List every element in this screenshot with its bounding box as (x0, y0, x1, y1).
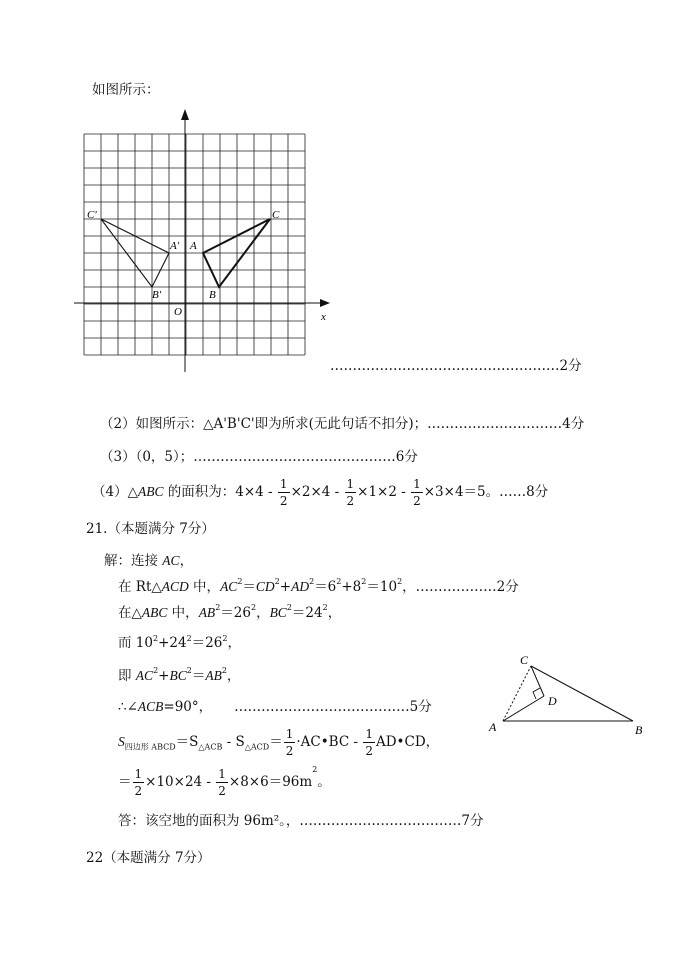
answer-line: 答：该空地的面积为 96m²。，………………………………7分 (118, 813, 484, 829)
solution-line-2: 在 Rt△ACD 中，$AC^2=CD^2+AD^2=6^2+8^2=10^2$，………………2分 (118, 577, 519, 595)
right-angle-mark (533, 688, 540, 699)
label-b1: B′ (152, 289, 162, 301)
fraction: $\frac{1}{2}$ (279, 477, 288, 508)
coordinate-grid-figure (70, 105, 340, 375)
label-o: O (174, 306, 182, 318)
label-a1: A′ (170, 240, 180, 252)
label-c: C (272, 209, 280, 221)
score-line-1: ……………………………………………2分 (330, 358, 582, 374)
segment-cd (531, 666, 544, 696)
tri-label-a: A (489, 720, 497, 734)
part3-text: （3）（0，5）；………………………………………6分 (100, 449, 418, 465)
y-axis-arrow (181, 109, 189, 120)
tri-label-b: B (635, 723, 643, 737)
label-a: A (190, 240, 197, 252)
fraction: $\frac{1}{2}$ (285, 727, 294, 758)
x-axis-arrow (320, 299, 330, 307)
solution-line-4: 而 $10^2+24^2=26^2$， (118, 634, 241, 651)
question-21-heading: 21.（本题满分 7分） (86, 521, 215, 537)
solution-line-5: 即 $AC^2+BC^2=AB^2$， (118, 666, 241, 684)
part4-line: （4）△ABC 的面积为：4×4 - $\frac{1}{2}$ ×2×4 - $\frac{1}{2}$ ×1×2 - $\frac{1}{2}$ ×3×4＝5。……8分 (92, 477, 549, 508)
question-22-heading: 22（本题满分 7分） (86, 850, 211, 866)
tri-label-d: D (548, 694, 557, 708)
solution-line-6: ∴∠ACB=90°， …………………………………5分 (118, 699, 432, 715)
label-x: x (321, 311, 326, 323)
solution-line-8: ＝ $\frac{1}{2}$ ×10×24 - $\frac{1}{2}$ $\times 8\times 6=96m^2$。 (118, 765, 331, 798)
solution-line-7: $S_{四边形 ABCD}=S_{\triangle ACB} - S_{\triangle ACD}=$ $\frac{1}{2}$ ·AC•BC - $\frac{1}{2}$ AD•CD， (118, 727, 440, 758)
label-c1: C′ (87, 209, 97, 221)
intro-text: 如图所示： (92, 82, 160, 98)
solution-line-3: 在△ABC 中，$AB^2=26^2$，$BC^2=24^2$， (118, 603, 342, 621)
fraction: $\frac{1}{2}$ (365, 727, 373, 758)
segment-cb (531, 666, 633, 721)
quadrilateral-figure (485, 650, 650, 740)
fraction: $\frac{1}{2}$ (218, 767, 226, 798)
tri-label-c: C (520, 653, 529, 667)
solution-line-1: 解：连接 AC， (104, 553, 194, 569)
fraction: $\frac{1}{2}$ (346, 477, 355, 508)
fraction: $\frac{1}{2}$ (413, 477, 421, 508)
label-b: B (209, 289, 216, 301)
fraction: $\frac{1}{2}$ (134, 767, 143, 798)
part2-text: （2）如图所示：△A'B'C'即为所求(无此句话不扣分)；…………………………4分 (100, 416, 585, 432)
